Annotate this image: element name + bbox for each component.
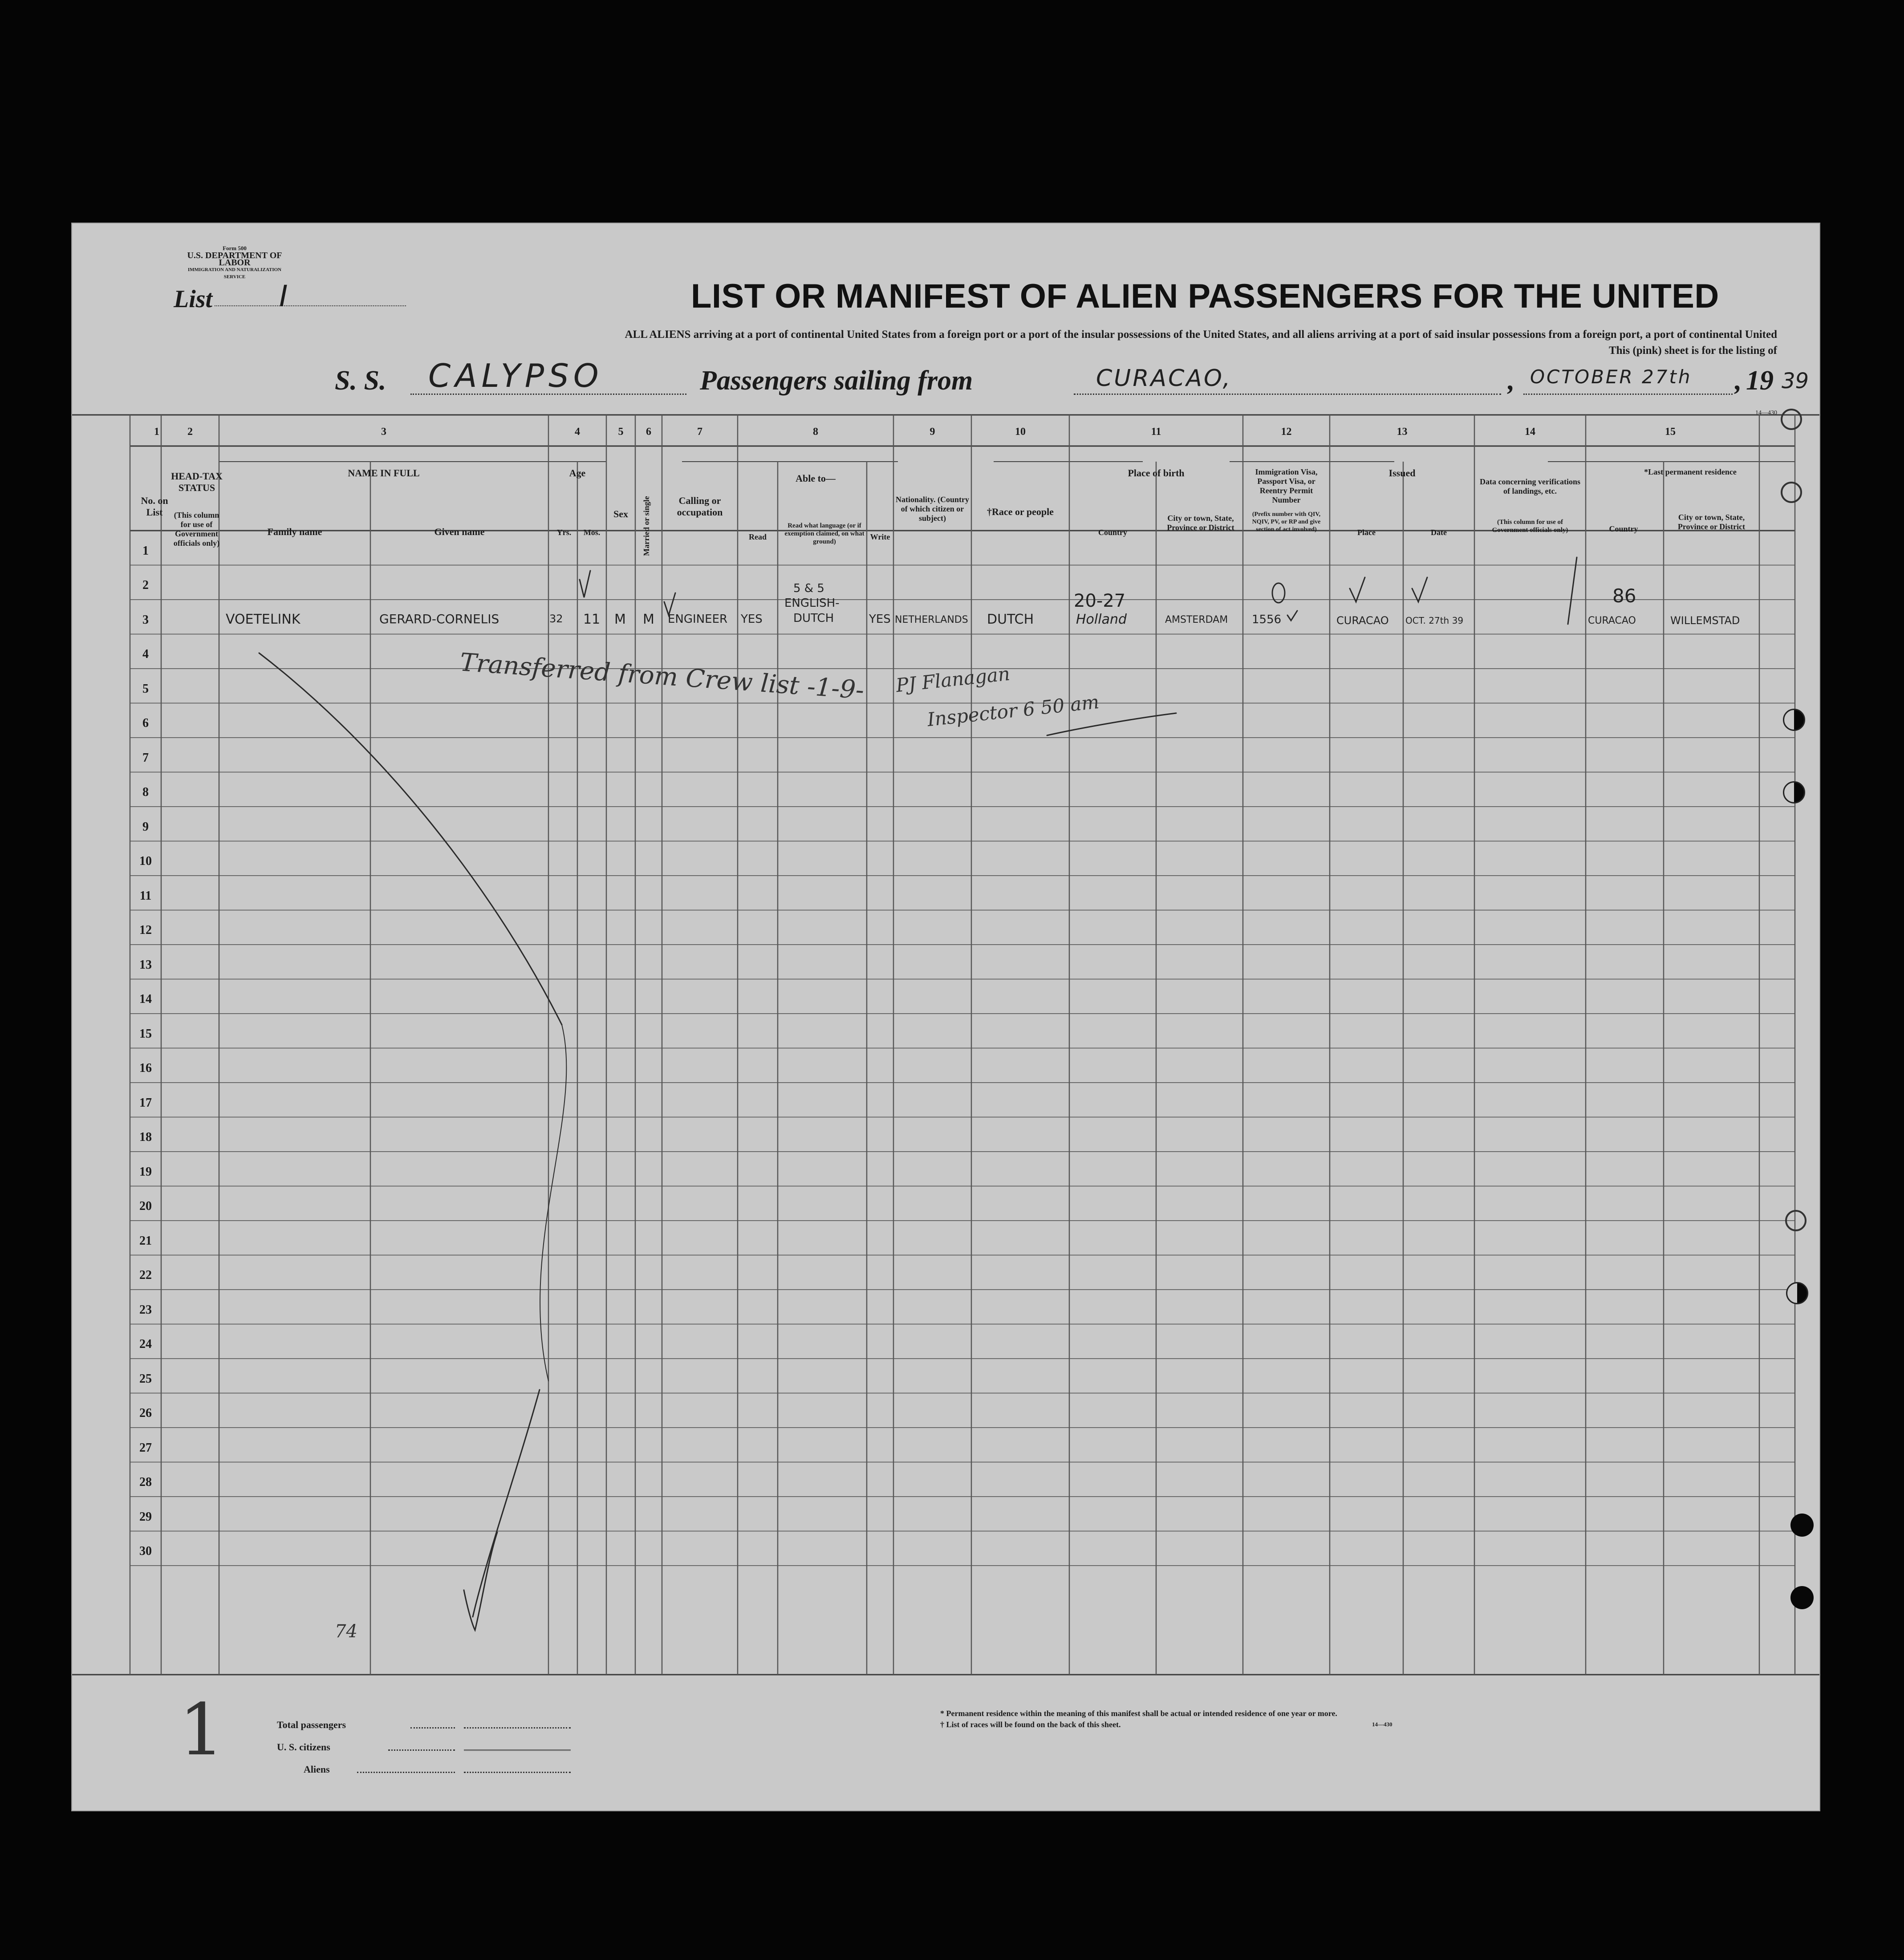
sailing-label: Passengers sailing from (700, 365, 973, 396)
pen-marks (72, 223, 1819, 1810)
column-number-6: 6 (646, 426, 651, 438)
row-number: 20 (139, 1199, 152, 1213)
service-name: IMMIGRATION AND NATURALIZATION SERVICE (187, 267, 282, 280)
manifest-sheet (71, 223, 1820, 1811)
entry-birth-country: Holland (1076, 612, 1127, 627)
sailing-date: OCTOBER 27th (1530, 366, 1692, 388)
header-head-tax: HEAD-TAX STATUS (171, 471, 223, 493)
year-prefix: 19 (1746, 365, 1774, 396)
entry-age-months: 11 (583, 612, 601, 627)
header-birth-city: City or town, State, Province or District (1167, 514, 1234, 532)
entry-visa-number: 1556 (1252, 613, 1282, 626)
column-number-1: 1 (154, 426, 159, 438)
header-head-tax-note: (This column for use of Government officials only) (173, 511, 220, 548)
entry-birth-note: 20-27 (1074, 591, 1126, 611)
diagonal-stroke-lower (473, 1390, 540, 1617)
list-value: I (279, 279, 288, 313)
check-mark-date (1412, 577, 1427, 602)
header-residence-country: Country (1609, 524, 1638, 533)
header-mos: Mos. (583, 528, 601, 537)
column-number-12: 12 (1281, 426, 1292, 438)
entry-nationality: NETHERLANDS (895, 614, 968, 625)
footer-code: 14—430 (1372, 1721, 1392, 1728)
year-comma: , (1735, 365, 1742, 396)
row-number: 29 (139, 1510, 152, 1524)
column-number-15: 15 (1665, 426, 1676, 438)
row-number: 16 (139, 1061, 152, 1075)
row-number: 3 (142, 613, 149, 627)
row-number: 4 (142, 647, 149, 661)
footer-aliens: Aliens (304, 1764, 330, 1775)
column-number-2: 2 (187, 426, 193, 438)
annotation-inspector-line: Inspector 6 50 am (926, 690, 1100, 731)
row-number: 21 (139, 1234, 152, 1248)
row-number: 10 (139, 854, 152, 868)
entry-calling: ENGINEER (668, 613, 728, 626)
column-number-14: 14 (1525, 426, 1535, 438)
header-birth-country: Country (1098, 528, 1127, 537)
column-number-3: 3 (381, 426, 386, 438)
entry-residence-country: CURACAO (1588, 615, 1636, 626)
column-number-8: 8 (813, 426, 818, 438)
entry-write: YES (869, 613, 891, 626)
header-married-single: Married or single (642, 496, 651, 556)
punch-hole-half-3 (1786, 1282, 1808, 1304)
footer-note-residence: * Permanent residence within the meaning of this manifest shall be actual or intended residence of one year or more. (940, 1709, 1337, 1718)
header-residence-city: City or town, State, Province or District (1677, 513, 1746, 531)
diagonal-stroke-middle (540, 1025, 566, 1381)
header-visa: Immigration Visa, Passport Visa, or Reentry Permit Number (1255, 467, 1318, 504)
check-mark-visa (1287, 611, 1297, 621)
form-number: Form 500 (223, 245, 247, 252)
row-number: 23 (139, 1303, 152, 1317)
punch-hole-half-1 (1783, 709, 1805, 731)
header-yrs: Yrs. (556, 528, 572, 537)
header-age: Age (569, 467, 586, 479)
row-number: 17 (139, 1096, 152, 1110)
entry-issued-place: CURACAO (1336, 614, 1389, 627)
header-race: †Race or people (987, 506, 1054, 517)
footer-aliens-dots (357, 1772, 455, 1773)
header-issued: Issued (1388, 467, 1416, 479)
check-mark-place (1350, 577, 1365, 602)
entry-residence-note: 86 (1612, 585, 1636, 607)
header-sex: Sex (613, 508, 628, 519)
row-number: 27 (139, 1441, 152, 1455)
check-mark-mos (580, 571, 590, 597)
row-number: 2 (142, 578, 149, 592)
row-number: 26 (139, 1406, 152, 1420)
row-number: 30 (139, 1544, 152, 1558)
punch-hole-ring-2 (1781, 482, 1802, 503)
column-number-13: 13 (1397, 426, 1408, 438)
header-write: Write (870, 532, 890, 541)
form-code: 14—430 (1755, 410, 1777, 416)
row-number: 5 (142, 682, 149, 696)
annotation-page-mark: 74 (335, 1621, 357, 1642)
header-verifications-note: (This column for use of Government officials only) (1492, 519, 1568, 534)
footer-total-dots (410, 1727, 455, 1729)
date-comma: , (1508, 365, 1515, 396)
entry-read-language-2: DUTCH (793, 612, 834, 625)
column-number-4: 4 (575, 426, 580, 438)
header-given-name: Given name (434, 526, 485, 537)
sailing-port: CURACAO, (1096, 365, 1232, 392)
header-name-in-full: NAME IN FULL (348, 467, 420, 479)
footer-citizens-line (464, 1749, 571, 1751)
punch-hole-solid-2 (1790, 1586, 1814, 1609)
header-verifications: Data concerning verifications of landings, etc. (1480, 477, 1580, 495)
punch-hole-ring-1 (1781, 409, 1802, 430)
header-no-on-list: No. on List (141, 495, 168, 518)
entry-residence-city: WILLEMSTAD (1670, 614, 1740, 627)
entry-given-name: GERARD-CORNELIS (379, 612, 499, 626)
row-number: 18 (139, 1130, 152, 1144)
entry-family-name: VOETELINK (226, 612, 300, 627)
header-issued-date: Date (1431, 528, 1447, 537)
header-family-name: Family name (267, 526, 322, 537)
row-number: 14 (139, 992, 152, 1006)
footer-total-passengers: Total passengers (277, 1719, 346, 1730)
row-number: 12 (139, 923, 152, 937)
header-read-what: Read what language (or if exemption claimed, on what ground) (784, 522, 865, 545)
header-nationality: Nationality. (Country of which citizen or subject) (896, 495, 970, 523)
ship-prefix: S. S. (335, 365, 386, 396)
department-name: U.S. DEPARTMENT OF LABOR (187, 251, 282, 268)
manifest-title: LIST OR MANIFEST OF ALIEN PASSENGERS FOR THE UNITED (691, 277, 1719, 315)
footer-note-races: † List of races will be found on the back of this sheet. (940, 1720, 1121, 1729)
row-number: 1 (142, 544, 149, 558)
entry-sex: M (614, 612, 626, 627)
entry-read-code: 5 & 5 (793, 582, 824, 595)
row-number: 28 (139, 1475, 152, 1489)
header-calling: Calling or occupation (677, 495, 723, 518)
entry-married: M (643, 612, 654, 627)
column-number-9: 9 (930, 426, 935, 438)
row-number: 19 (139, 1165, 152, 1179)
header-able-to: Able to— (796, 473, 836, 484)
row-number: 15 (139, 1027, 152, 1041)
column-number-10: 10 (1015, 426, 1026, 438)
punch-hole-solid-1 (1790, 1514, 1814, 1537)
footer-citizens-dots (388, 1749, 455, 1751)
footer-us-citizens: U. S. citizens (277, 1741, 330, 1753)
row-number: 8 (142, 785, 149, 799)
row-number: 13 (139, 958, 152, 972)
row-number: 22 (139, 1268, 152, 1282)
footer-aliens-line (464, 1772, 571, 1773)
punch-hole-ring-3 (1785, 1210, 1807, 1231)
footer-total-line (464, 1727, 571, 1729)
annotation-margin-mark: 1 (179, 1688, 224, 1771)
row-number: 7 (142, 751, 149, 765)
header-visa-note: (Prefix number with QIV, NQIV, PV, or RP and give section of act involved) (1252, 511, 1321, 533)
header-issued-place: Place (1357, 528, 1376, 537)
subtitle-line-2: This (pink) sheet is for the listing of (1608, 345, 1777, 357)
column-number-7: 7 (697, 426, 702, 438)
check-mark-calling (664, 593, 675, 615)
column-number-11: 11 (1151, 426, 1161, 438)
slash-mark (1568, 557, 1577, 624)
row-number: 25 (139, 1372, 152, 1386)
row-number: 9 (142, 820, 149, 834)
list-label: List (174, 285, 213, 313)
underline-mark (1047, 713, 1176, 735)
header-read: Read (749, 532, 767, 541)
row-number: 24 (139, 1337, 152, 1351)
ship-name: CALYPSO (428, 357, 603, 394)
header-last-residence: *Last permanent residence (1644, 467, 1737, 476)
column-number-5: 5 (618, 426, 624, 438)
entry-race: DUTCH (987, 612, 1034, 627)
entry-issued-date: OCT. 27th 39 (1405, 615, 1464, 626)
row-number: 6 (142, 716, 149, 730)
entry-read-language-1: ENGLISH- (784, 597, 840, 610)
entry-age-years: 32 (549, 613, 563, 625)
subtitle-line-1: ALL ALIENS arriving at a port of continental United States from a foreign port or a port of the insular possessions of the United States, and all aliens arriving at a port of said insular possessions from a foreign port, a port of continental United (625, 329, 1777, 341)
diagonal-stroke-upper (259, 653, 562, 1025)
annotation-transferred: Transferred from Crew list -1-9- (459, 648, 865, 705)
year-suffix: 39 (1782, 369, 1809, 394)
punch-hole-half-2 (1783, 781, 1805, 803)
header-place-of-birth: Place of birth (1128, 467, 1185, 479)
circle-mark (1272, 583, 1285, 603)
row-number: 11 (139, 889, 152, 903)
annotation-inspector-name: PJ Flanagan (895, 662, 1011, 697)
entry-birth-city: AMSTERDAM (1165, 614, 1228, 625)
entry-read: YES (741, 613, 763, 626)
